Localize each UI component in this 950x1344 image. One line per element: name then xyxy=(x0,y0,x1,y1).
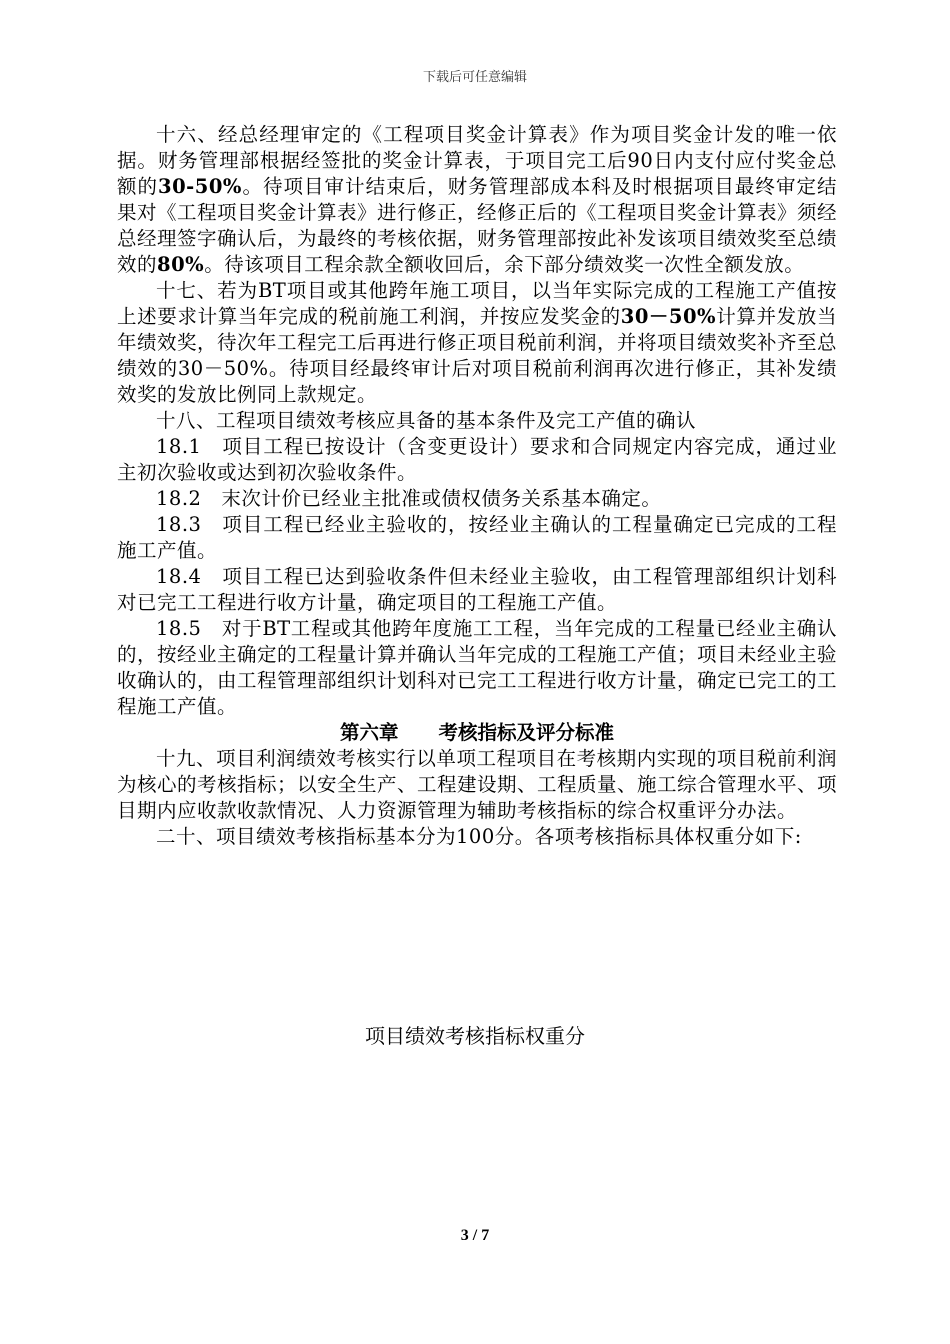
paragraph-18-2: 18.2 末次计价已经业主批准或债权债务关系基本确定。 xyxy=(156,487,662,510)
paragraph-20: 二十、项目绩效考核指标基本分为100分。各项考核指标具体权重分如下: xyxy=(156,825,802,848)
current-page: 3 xyxy=(460,1227,469,1244)
paragraph-17: 十七、若为BT项目或其他跨年施工项目，以当年实际完成的工程施工产值按上述要求计算当年完成的税前施工利润，并按应发奖金的30－50%计算并发放当年绩效奖，待次年工程完工后再进行修正项目税前利润，并将项目绩效奖补齐至总绩效的30－50%。待项目经最终审计后对项目税前利润再次进行修正，其补发绩效奖的发放比例同上款规定。 xyxy=(117,279,838,406)
chapter-heading xyxy=(117,720,837,746)
paragraph-18-3: 18.3 项目工程已经业主验收的，按经业主确认的工程量确定已完成的工程施工产值。 xyxy=(117,513,837,562)
table-title: 项目绩效考核指标权重分 xyxy=(365,1024,585,1048)
page-separator: / xyxy=(468,1227,482,1244)
page-header: 下载后可任意编辑 xyxy=(422,70,527,85)
page-number xyxy=(0,1227,950,1245)
paragraph-18-4: 18.4 项目工程已达到验收条件但未经业主验收，由工程管理部组织计划科对已完工工程进行收方计量，确定项目的工程施工产值。 xyxy=(117,565,837,614)
paragraph-18: 十八、工程项目绩效考核应具备的基本条件及完工产值的确认 xyxy=(156,409,697,432)
paragraph-18-5: 18.5 对于BT工程或其他跨年度施工工程，当年完成的工程量已经业主确认的，按经业主确定的工程量计算并确认当年完成的工程施工产值；项目未经业主验收确认的，由工程管理部组织计划科对已完工工程进行收方计量，确定已完工的工程施工产值。 xyxy=(117,617,838,718)
chapter-number: 第六章 xyxy=(339,721,399,744)
paragraph-18-1: 18.1 项目工程已按设计（含变更设计）要求和合同规定内容完成，通过业主初次验收或达到初次验收条件。 xyxy=(117,435,837,484)
document-body xyxy=(117,122,837,850)
paragraph-19: 十九、项目利润绩效考核实行以单项工程项目在考核期内实现的项目税前利润为核心的考核指标；以安全生产、工程建设期、工程质量、施工综合管理水平、项目期内应收款收款情况、人力资源管理为辅助考核指标的综合权重评分办法。 xyxy=(117,747,838,822)
chapter-title: 考核指标及评分标准 xyxy=(438,721,615,744)
total-pages: 7 xyxy=(481,1227,490,1244)
paragraph-16: 十六、经总经理审定的《工程项目奖金计算表》作为项目奖金计发的唯一依据。财务管理部根据经签批的奖金计算表，于项目完工后90日内支付应付奖金总额的30-50%。待项目审计结束后，财务管理部成本科及时根据项目最终审定结果对《工程项目奖金计算表》进行修正，经修正后的《工程项目奖金计算表》须经总经理签字确认后，为最终的考核依据，财务管理部按此补发该项目绩效奖至总绩效的80%。待该项目工程余款全额收回后，余下部分绩效奖一次性全额发放。 xyxy=(117,123,838,276)
